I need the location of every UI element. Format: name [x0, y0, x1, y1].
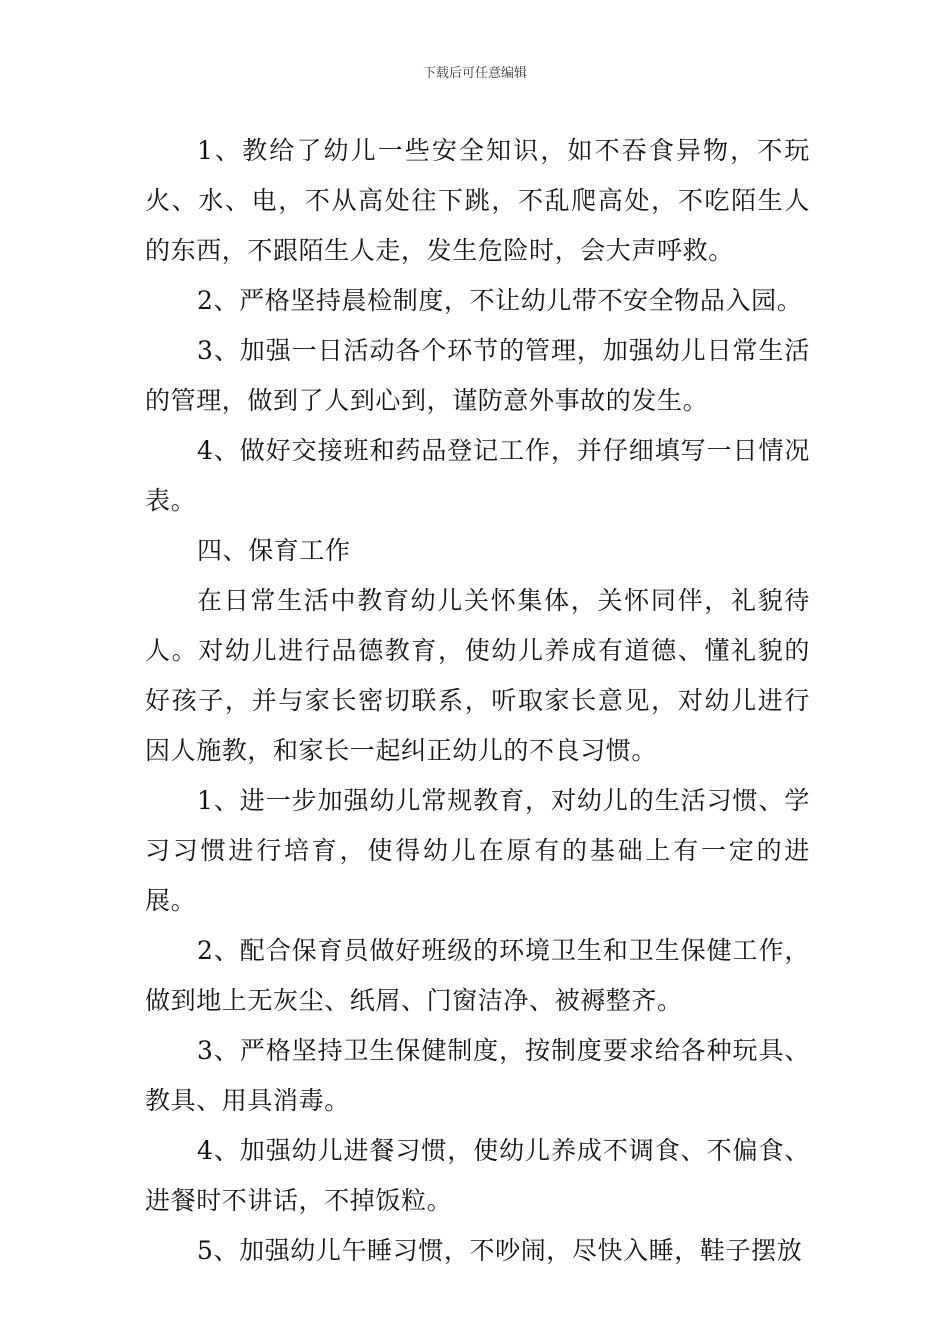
section-heading-childcare: 四、保育工作 — [197, 536, 351, 565]
document-body — [145, 126, 810, 1276]
paragraph-morning-check: 2、严格坚持晨检制度，不让幼儿带不安全物品入园。 — [197, 286, 803, 315]
paragraph-moral-education: 在日常生活中教育幼儿关怀集体，关怀同伴，礼貌待人。对幼儿进行品德教育，使幼儿养成有道德、懂礼貌的好孩子，并与家长密切联系，听取家长意见，对幼儿进行因人施教，和家长一起纠正幼儿的不良习惯。 — [145, 586, 810, 765]
paragraph-meal-habits: 4、加强幼儿进餐习惯，使幼儿养成不调食、不偏食、进餐时不讲话，不掉饭粒。 — [145, 1136, 810, 1215]
paragraph-hygiene-work: 2、配合保育员做好班级的环境卫生和卫生保健工作，做到地上无灰尘、纸屑、门窗洁净、被褥整齐。 — [145, 936, 810, 1015]
paragraph-handover-record: 4、做好交接班和药品登记工作，并仔细填写一日情况表。 — [145, 436, 810, 515]
paragraph-routine-education: 1、进一步加强幼儿常规教育，对幼儿的生活习惯、学习习惯进行培育，使得幼儿在原有的基础上有一定的进展。 — [145, 786, 810, 915]
page-header-note: 下载后可任意编辑 — [422, 66, 527, 81]
paragraph-safety-knowledge: 1、教给了幼儿一些安全知识，如不吞食异物，不玩火、水、电，不从高处往下跳，不乱爬高处，不吃陌生人的东西，不跟陌生人走，发生危险时，会大声呼救。 — [145, 136, 810, 265]
paragraph-daily-management: 3、加强一日活动各个环节的管理，加强幼儿日常生活的管理，做到了人到心到，谨防意外事故的发生。 — [145, 336, 810, 415]
paragraph-nap-habits: 5、加强幼儿午睡习惯，不吵闹，尽快入睡，鞋子摆放 — [197, 1236, 803, 1265]
paragraph-disinfection: 3、严格坚持卫生保健制度，按制度要求给各种玩具、教具、用具消毒。 — [145, 1036, 810, 1115]
